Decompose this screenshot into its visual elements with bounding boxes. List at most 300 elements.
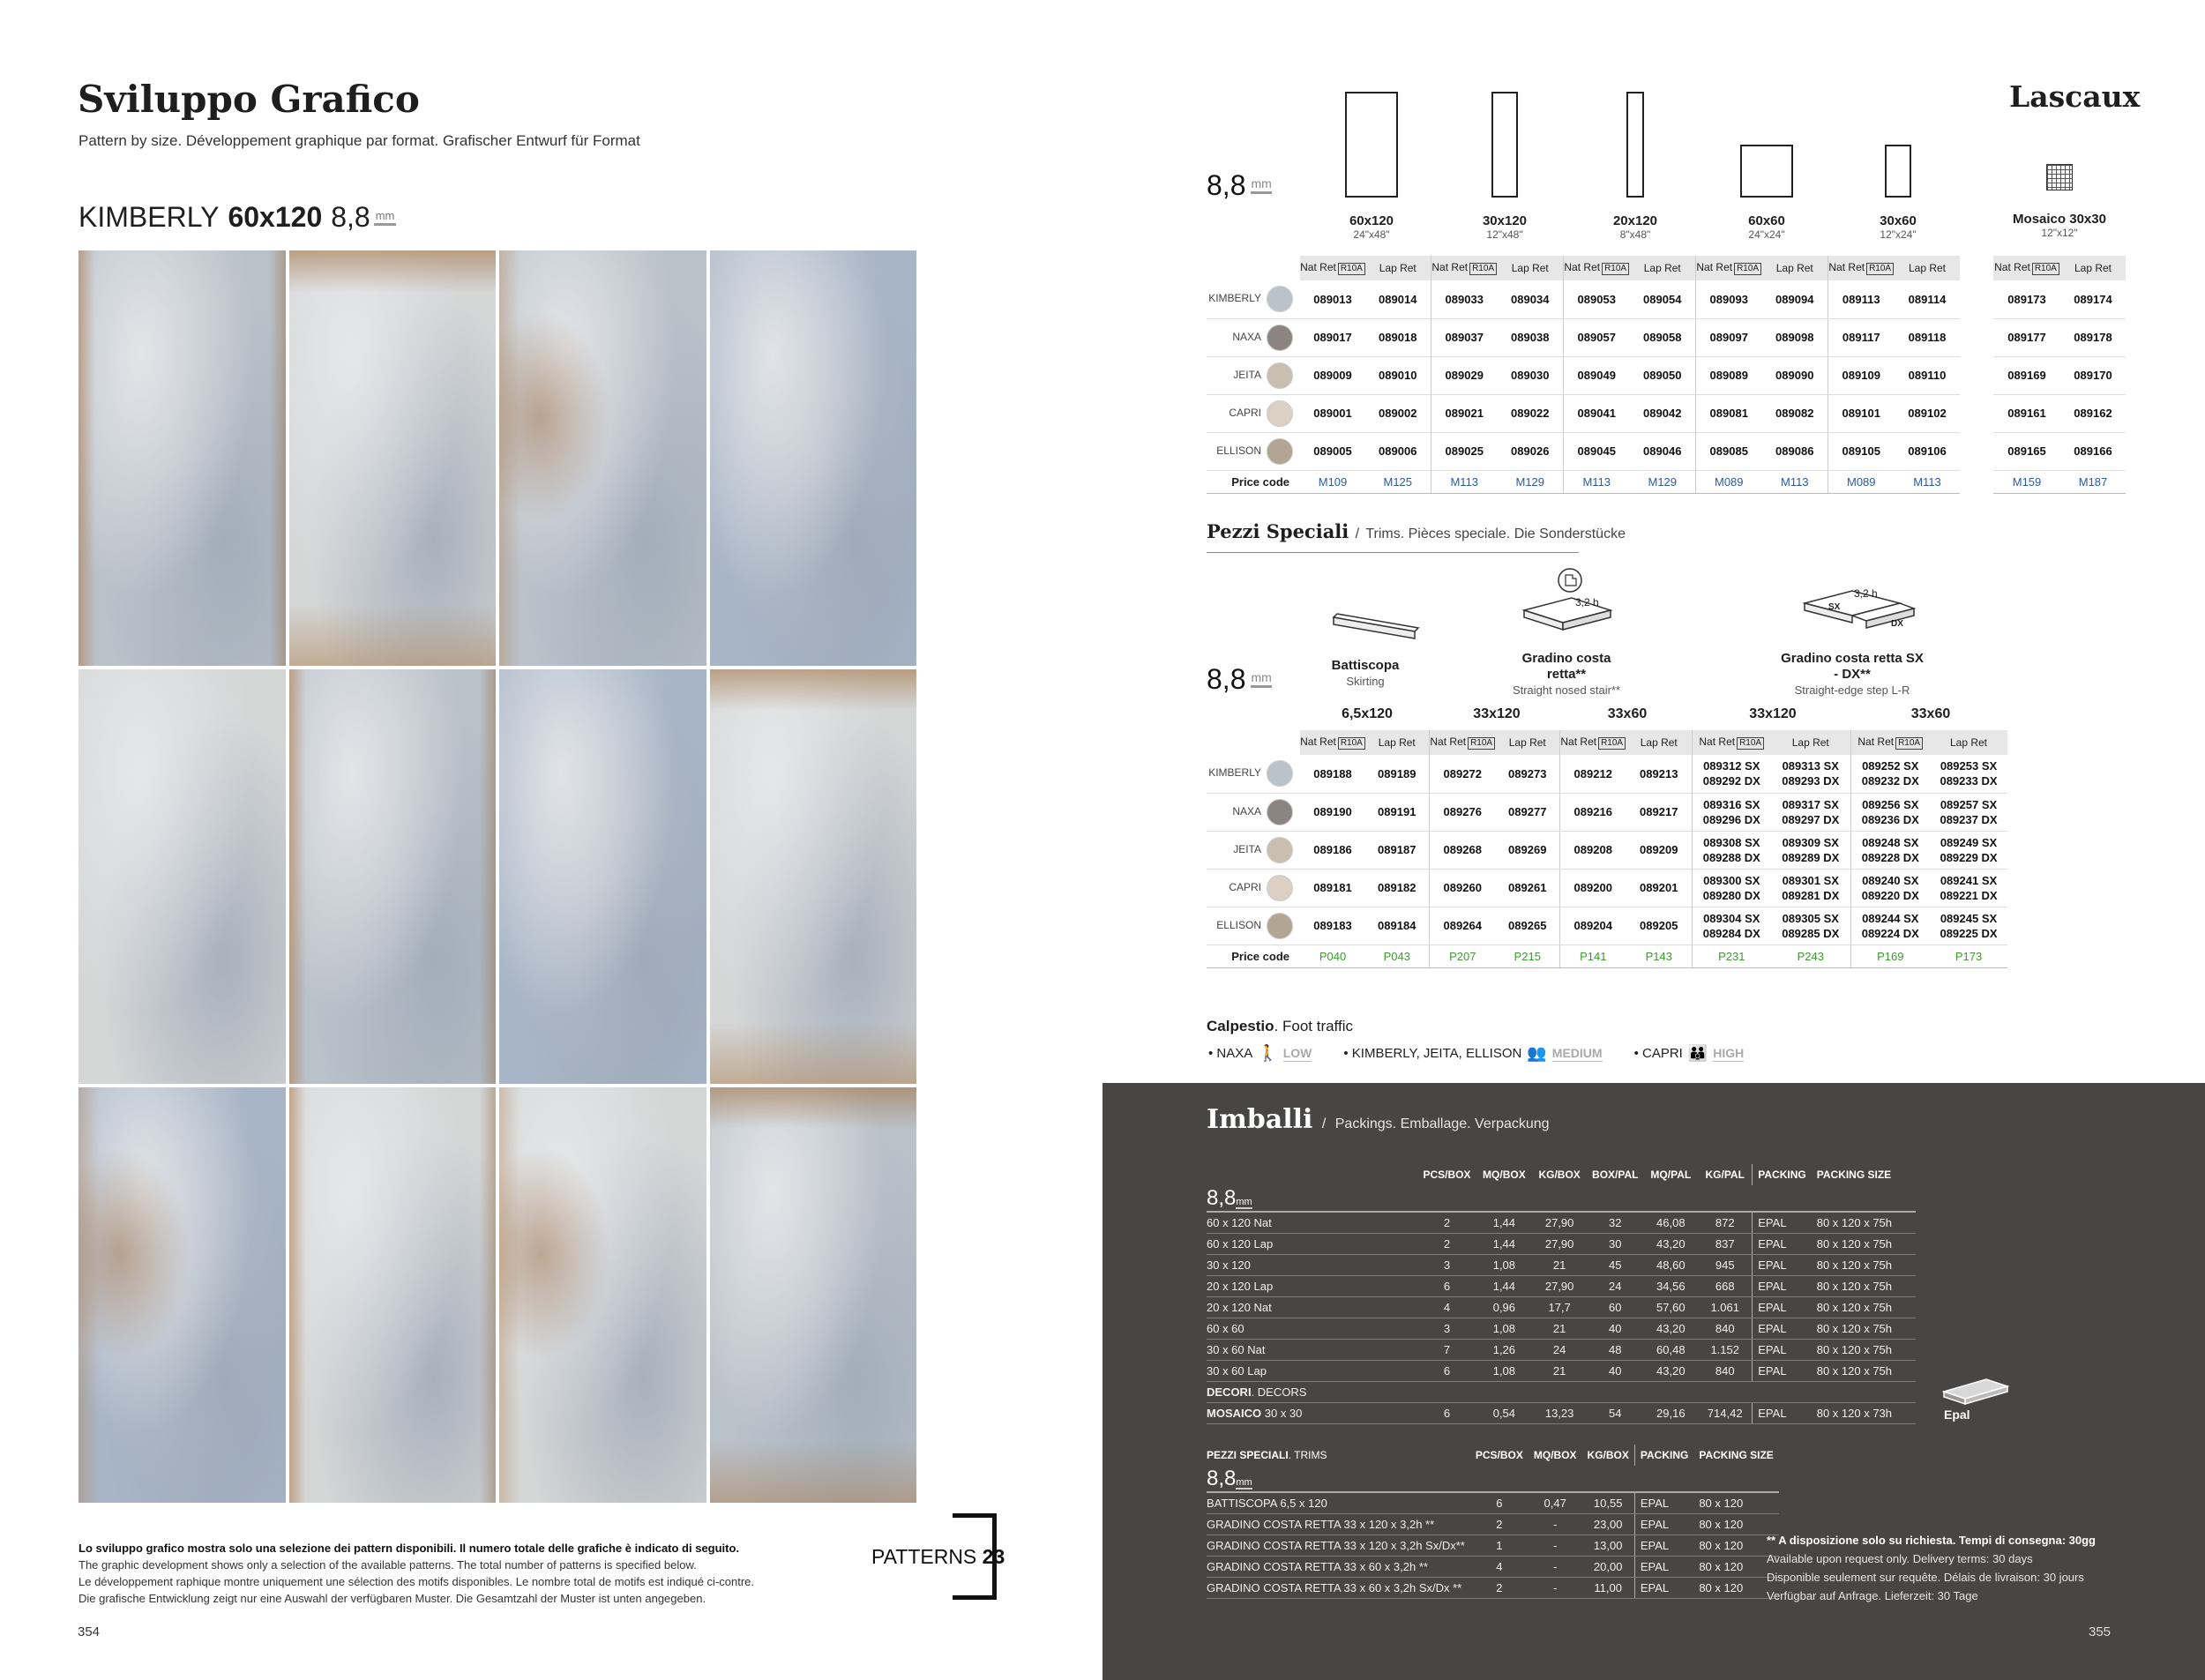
table-row bbox=[1207, 869, 2007, 907]
product-code: 089037 bbox=[1431, 318, 1498, 356]
pattern-tile bbox=[710, 250, 917, 666]
table-row bbox=[1993, 318, 2126, 356]
product-code: 089213 bbox=[1626, 755, 1692, 793]
availability-note: ** A disposizione solo su richiesta. Tempi di consegna: 30gg Available upon request only. Delivery terms: 30 days Disponible seulement sur requête. Délais de livraison: 30 jours Verfügbar auf Anfrage. Lieferzeit: 30 Tage bbox=[1767, 1534, 2096, 1602]
price-code: P173 bbox=[1930, 945, 2007, 967]
table-cell: 1.152 bbox=[1698, 1339, 1753, 1360]
product-code: 089117 bbox=[1828, 318, 1895, 356]
nat-ret-header: Nat Ret R10A bbox=[1429, 730, 1496, 755]
trims-header-title: PEZZI SPECIALI. TRIMS bbox=[1207, 1449, 1327, 1461]
table-cell: 80 x 120 x 75h bbox=[1812, 1254, 1916, 1275]
product-code: 089042 bbox=[1630, 394, 1695, 432]
table-cell: 3 bbox=[1418, 1254, 1476, 1275]
code-sx: 089256 SX bbox=[1862, 797, 1919, 811]
product-code: 089105 bbox=[1828, 432, 1895, 470]
table-cell: 20 x 120 Lap bbox=[1207, 1275, 1418, 1296]
code-sx: 089249 SX bbox=[1940, 835, 1998, 849]
code-dx: 089293 DX bbox=[1782, 774, 1840, 788]
table-row bbox=[1207, 1233, 1916, 1254]
table-row bbox=[1207, 1360, 1916, 1381]
product-code: 089053 bbox=[1563, 280, 1630, 318]
table-cell: 24 bbox=[1587, 1275, 1643, 1296]
product-code: 089081 bbox=[1695, 394, 1762, 432]
product-code: 089022 bbox=[1498, 394, 1563, 432]
trims-packing-table bbox=[1207, 1445, 1779, 1599]
product-code-sx-dx bbox=[1771, 869, 1850, 907]
table-cell: 80 x 120 x 75h bbox=[1812, 1318, 1916, 1339]
page-number-right: 355 bbox=[2089, 1624, 2112, 1639]
table-cell: 80 x 120 bbox=[1693, 1556, 1778, 1577]
color-name-cell bbox=[1207, 356, 1300, 394]
color-swatch bbox=[1267, 438, 1293, 465]
table-row bbox=[1207, 1212, 1916, 1233]
price-code: P207 bbox=[1429, 945, 1496, 967]
price-code: M129 bbox=[1630, 470, 1695, 493]
series-thickness: 8,8 mm bbox=[331, 201, 395, 233]
code-dx: 089297 DX bbox=[1782, 812, 1840, 826]
table-row bbox=[1207, 755, 2007, 793]
product-code: 089208 bbox=[1559, 831, 1626, 869]
product-code: 089001 bbox=[1300, 394, 1365, 432]
code-sx: 089317 SX bbox=[1782, 797, 1839, 811]
col-header: BOX/PAL bbox=[1592, 1169, 1639, 1181]
product-code: 089005 bbox=[1300, 432, 1365, 470]
code-sx: 089257 SX bbox=[1940, 797, 1998, 811]
table-cell: 2 bbox=[1418, 1212, 1476, 1233]
price-row bbox=[1207, 945, 2007, 967]
patterns-count: 23 bbox=[982, 1545, 1005, 1568]
color-name-cell bbox=[1207, 318, 1300, 356]
pattern-tile bbox=[289, 1087, 497, 1503]
traffic-low: • NAXA 🚶 LOW bbox=[1208, 1044, 1312, 1062]
table-cell: - bbox=[1529, 1556, 1582, 1577]
table-cell: 80 x 120 x 75h bbox=[1812, 1275, 1916, 1296]
table-cell: 30 x 60 Nat bbox=[1207, 1339, 1418, 1360]
table-row bbox=[1207, 1318, 1916, 1339]
product-code: 089276 bbox=[1429, 793, 1496, 831]
product-code: 089010 bbox=[1365, 356, 1431, 394]
product-code: 089200 bbox=[1559, 869, 1626, 907]
pattern-tile bbox=[78, 669, 286, 1085]
table-cell: 840 bbox=[1698, 1318, 1753, 1339]
product-code: 089268 bbox=[1429, 831, 1496, 869]
color-name: CAPRI bbox=[1229, 880, 1261, 893]
format-label: 60x120 24"x48" bbox=[1349, 213, 1394, 241]
product-code-sx-dx bbox=[1771, 755, 1850, 793]
product-code: 089050 bbox=[1630, 356, 1695, 394]
product-code: 089189 bbox=[1365, 755, 1429, 793]
thickness-row: 8,8mm bbox=[1207, 1185, 1916, 1212]
code-dx: 089292 DX bbox=[1702, 774, 1760, 788]
trim-skirting-label: Battiscopa Skirting bbox=[1331, 658, 1400, 688]
size-codes-table bbox=[1207, 256, 1960, 494]
traffic-medium: • KIMBERLY, JEITA, ELLISON 👥 MEDIUM bbox=[1343, 1044, 1603, 1062]
table-cell: 27,90 bbox=[1532, 1233, 1587, 1254]
footnote-line: Lo sviluppo grafico mostra solo una selezione dei pattern disponibili. Il numero totale delle grafiche è indicato di seguito. bbox=[78, 1542, 740, 1555]
color-swatch bbox=[1267, 400, 1293, 427]
code-dx: 089233 DX bbox=[1940, 774, 1998, 788]
product-code: 089101 bbox=[1828, 394, 1895, 432]
table-cell: BATTISCOPA 6,5 x 120 bbox=[1207, 1492, 1470, 1513]
table-cell: 1,44 bbox=[1476, 1212, 1533, 1233]
product-code: 089212 bbox=[1559, 755, 1626, 793]
skirting-drawing bbox=[1330, 609, 1422, 644]
table-cell: 13,23 bbox=[1532, 1402, 1587, 1423]
price-code: M113 bbox=[1431, 470, 1498, 493]
col-header: KG/BOX bbox=[1538, 1169, 1581, 1181]
page-title: Sviluppo Grafico bbox=[78, 78, 420, 121]
product-code: 089205 bbox=[1626, 907, 1692, 945]
code-sx: 089248 SX bbox=[1862, 835, 1919, 849]
lap-ret-header: Lap Ret bbox=[1630, 256, 1695, 280]
table-cell: 48 bbox=[1587, 1339, 1643, 1360]
price-code: P043 bbox=[1365, 945, 1429, 967]
table-cell: 80 x 120 bbox=[1693, 1513, 1778, 1534]
mm-unit: mm bbox=[374, 210, 397, 226]
color-name-cell bbox=[1207, 793, 1300, 831]
price-row bbox=[1207, 470, 1960, 493]
table-row bbox=[1207, 1577, 1779, 1598]
format-30x120-shape bbox=[1491, 92, 1518, 198]
table-row bbox=[1993, 432, 2126, 470]
table-cell: EPAL bbox=[1634, 1577, 1693, 1598]
product-code-sx-dx bbox=[1692, 831, 1771, 869]
product-code: 089186 bbox=[1300, 831, 1365, 869]
table-cell: 40 bbox=[1587, 1318, 1643, 1339]
price-code: M129 bbox=[1498, 470, 1563, 493]
product-code: 089184 bbox=[1365, 907, 1429, 945]
foot-traffic-title: Calpestio. Foot traffic bbox=[1207, 1018, 1353, 1034]
table-cell: 945 bbox=[1698, 1254, 1753, 1275]
code-sx: 089305 SX bbox=[1782, 911, 1839, 925]
color-name: KIMBERLY bbox=[1208, 292, 1261, 305]
color-swatch bbox=[1267, 286, 1293, 312]
table-cell: 1,08 bbox=[1476, 1360, 1533, 1381]
product-code: 089204 bbox=[1559, 907, 1626, 945]
product-code: 089018 bbox=[1365, 318, 1431, 356]
code-dx: 089284 DX bbox=[1702, 926, 1760, 940]
code-dx: 089224 DX bbox=[1861, 926, 1919, 940]
price-code-label: Price code bbox=[1207, 945, 1300, 967]
series-name: KIMBERLY bbox=[78, 201, 220, 233]
product-code: 089169 bbox=[1993, 356, 2060, 394]
lap-ret-header: Lap Ret bbox=[1762, 256, 1828, 280]
table-cell: 43,20 bbox=[1643, 1318, 1698, 1339]
code-dx: 089296 DX bbox=[1702, 812, 1760, 826]
trim-stair-label: Gradino costa retta** Straight nosed stair** bbox=[1512, 651, 1621, 697]
product-code: 089190 bbox=[1300, 793, 1365, 831]
product-code: 089264 bbox=[1429, 907, 1496, 945]
product-code: 089272 bbox=[1429, 755, 1496, 793]
product-code-sx-dx bbox=[1850, 907, 1930, 945]
format-label: 20x120 8"x48" bbox=[1612, 213, 1658, 241]
product-code-sx-dx bbox=[1850, 755, 1930, 793]
table-row bbox=[1207, 1339, 1916, 1360]
table-cell: EPAL bbox=[1634, 1534, 1693, 1556]
product-code-sx-dx bbox=[1850, 869, 1930, 907]
table-row bbox=[1207, 1534, 1779, 1556]
color-swatch bbox=[1267, 799, 1293, 825]
table-cell: - bbox=[1529, 1577, 1582, 1598]
patterns-label: PATTERNS bbox=[871, 1545, 977, 1568]
height-label: 3,2 h bbox=[1575, 596, 1599, 609]
format-20x120-shape bbox=[1626, 92, 1644, 198]
price-code: M089 bbox=[1695, 470, 1762, 493]
table-row bbox=[1207, 1296, 1916, 1318]
color-name-cell bbox=[1207, 831, 1300, 869]
table-cell: GRADINO COSTA RETTA 33 x 60 x 3,2h ** bbox=[1207, 1556, 1470, 1577]
price-code: P231 bbox=[1692, 945, 1771, 967]
table-row bbox=[1993, 394, 2126, 432]
nat-ret-header: Nat Ret R10A bbox=[1695, 256, 1762, 280]
code-sx: 089309 SX bbox=[1782, 835, 1839, 849]
product-code-sx-dx bbox=[1930, 831, 2007, 869]
col-header: MQ/BOX bbox=[1483, 1169, 1526, 1181]
table-cell: 6 bbox=[1470, 1492, 1529, 1513]
trim-size: 33x120 bbox=[1473, 706, 1521, 721]
table-cell: 1,44 bbox=[1476, 1275, 1533, 1296]
packing-table bbox=[1207, 1164, 1916, 1424]
table-cell: 6 bbox=[1418, 1402, 1476, 1423]
product-code: 089014 bbox=[1365, 280, 1431, 318]
table-row bbox=[1207, 1513, 1779, 1534]
color-name-cell bbox=[1207, 280, 1300, 318]
table-cell: 20 x 120 Nat bbox=[1207, 1296, 1418, 1318]
product-code: 089191 bbox=[1365, 793, 1429, 831]
table-cell: EPAL bbox=[1753, 1402, 1812, 1423]
product-code-sx-dx bbox=[1930, 907, 2007, 945]
product-code: 089166 bbox=[2060, 432, 2126, 470]
table-row bbox=[1207, 831, 2007, 869]
price-code: M113 bbox=[1762, 470, 1828, 493]
table-cell: 7 bbox=[1418, 1339, 1476, 1360]
thickness-row: 8,8mm bbox=[1207, 1466, 1779, 1492]
footnote-line: The graphic development shows only a selection of the available patterns. The total number of patterns is specified below. bbox=[78, 1558, 697, 1572]
product-code: 089041 bbox=[1563, 394, 1630, 432]
col-header: PACKING SIZE bbox=[1816, 1169, 1892, 1181]
decori-sub: . DECORS bbox=[1251, 1385, 1307, 1399]
color-name: KIMBERLY bbox=[1208, 766, 1261, 780]
col-header: PCS/BOX bbox=[1475, 1449, 1523, 1461]
straight-stair-drawing bbox=[1519, 564, 1616, 637]
code-dx: 089229 DX bbox=[1940, 850, 1998, 864]
table-cell: 872 bbox=[1698, 1212, 1753, 1233]
table-cell: 60 bbox=[1587, 1296, 1643, 1318]
walker-icon: 🚶 bbox=[1258, 1044, 1278, 1062]
nat-ret-header: Nat Ret R10A bbox=[1559, 730, 1626, 755]
table-cell: 3 bbox=[1418, 1318, 1476, 1339]
color-swatch bbox=[1267, 325, 1293, 351]
table-cell: 80 x 120 x 75h bbox=[1812, 1360, 1916, 1381]
code-dx: 089225 DX bbox=[1940, 926, 1998, 940]
table-cell: 2 bbox=[1470, 1513, 1529, 1534]
color-swatch bbox=[1267, 875, 1293, 901]
product-code: 089086 bbox=[1762, 432, 1828, 470]
nat-ret-header: Nat Ret R10A bbox=[1431, 256, 1498, 280]
table-row bbox=[1207, 793, 2007, 831]
table-row bbox=[1207, 318, 1960, 356]
color-name: JEITA bbox=[1233, 842, 1261, 855]
table-cell: GRADINO COSTA RETTA 33 x 60 x 3,2h Sx/Dx ** bbox=[1207, 1577, 1470, 1598]
product-code: 089170 bbox=[2060, 356, 2126, 394]
epal-label: Epal bbox=[1944, 1407, 1970, 1422]
code-dx: 089221 DX bbox=[1940, 888, 1998, 902]
pattern-tile-grid bbox=[78, 250, 916, 1503]
nat-ret-header: Nat Ret R10A bbox=[1828, 256, 1895, 280]
table-cell: 837 bbox=[1698, 1233, 1753, 1254]
table-row bbox=[1207, 1254, 1916, 1275]
table-row bbox=[1993, 280, 2126, 318]
product-code: 089277 bbox=[1496, 793, 1559, 831]
table-cell: 1,08 bbox=[1476, 1254, 1533, 1275]
code-dx: 089232 DX bbox=[1861, 774, 1919, 788]
table-cell: 40 bbox=[1587, 1360, 1643, 1381]
color-name: JEITA bbox=[1233, 368, 1261, 381]
table-cell: EPAL bbox=[1753, 1339, 1812, 1360]
table-row bbox=[1207, 1492, 1779, 1513]
col-header: MQ/PAL bbox=[1650, 1169, 1692, 1181]
table-cell: 4 bbox=[1418, 1296, 1476, 1318]
table-row bbox=[1207, 1275, 1916, 1296]
trim-step-lr-label: Gradino costa retta SX - DX** Straight-edge step L-R bbox=[1781, 651, 1924, 697]
product-code: 089025 bbox=[1431, 432, 1498, 470]
series-size: 60x120 bbox=[228, 201, 323, 233]
table-cell: 0,54 bbox=[1476, 1402, 1533, 1423]
table-cell: 60 x 120 Lap bbox=[1207, 1233, 1418, 1254]
pattern-tile bbox=[710, 1087, 917, 1503]
table-cell: 1.061 bbox=[1698, 1296, 1753, 1318]
color-name: CAPRI bbox=[1229, 406, 1261, 419]
lap-ret-header: Lap Ret bbox=[1365, 730, 1429, 755]
table-cell: 21 bbox=[1532, 1360, 1587, 1381]
product-code: 089030 bbox=[1498, 356, 1563, 394]
code-sx: 089301 SX bbox=[1782, 873, 1839, 887]
product-code: 089002 bbox=[1365, 394, 1431, 432]
product-code: 089094 bbox=[1762, 280, 1828, 318]
color-name: NAXA bbox=[1232, 330, 1261, 343]
product-code: 089265 bbox=[1496, 907, 1559, 945]
nat-ret-header: Nat Ret R10A bbox=[1300, 730, 1365, 755]
nat-ret-header: Nat Ret R10A bbox=[1692, 730, 1771, 755]
price-code: P169 bbox=[1850, 945, 1930, 967]
table-row bbox=[1207, 432, 1960, 470]
format-60x120-shape bbox=[1345, 92, 1398, 198]
table-cell: 2 bbox=[1470, 1577, 1529, 1598]
price-code: M109 bbox=[1300, 470, 1365, 493]
lap-ret-header: Lap Ret bbox=[1771, 730, 1850, 755]
product-code: 089057 bbox=[1563, 318, 1630, 356]
table-cell: EPAL bbox=[1753, 1296, 1812, 1318]
color-swatch bbox=[1267, 837, 1293, 863]
table-cell: 80 x 120 x 75h bbox=[1812, 1233, 1916, 1254]
price-code: P143 bbox=[1626, 945, 1692, 967]
table-cell: 1 bbox=[1470, 1534, 1529, 1556]
col-header: KG/PAL bbox=[1705, 1169, 1745, 1181]
table-cell: 43,20 bbox=[1643, 1233, 1698, 1254]
table-cell: 6 bbox=[1418, 1360, 1476, 1381]
product-code: 089269 bbox=[1496, 831, 1559, 869]
price-code: P243 bbox=[1771, 945, 1850, 967]
product-code-sx-dx bbox=[1692, 755, 1771, 793]
code-sx: 089300 SX bbox=[1703, 873, 1760, 887]
color-name-cell bbox=[1207, 394, 1300, 432]
code-dx: 089236 DX bbox=[1861, 812, 1919, 826]
mosaic-label: Mosaico 30x30 12"x12" bbox=[2013, 212, 2106, 239]
code-dx: 089280 DX bbox=[1702, 888, 1760, 902]
product-code: 089261 bbox=[1496, 869, 1559, 907]
product-code: 089216 bbox=[1559, 793, 1626, 831]
code-dx: 089220 DX bbox=[1861, 888, 1919, 902]
table-cell: EPAL bbox=[1753, 1360, 1812, 1381]
product-code: 089029 bbox=[1431, 356, 1498, 394]
table-row bbox=[1207, 394, 1960, 432]
product-code: 089098 bbox=[1762, 318, 1828, 356]
price-row bbox=[1993, 470, 2126, 493]
table-cell: 80 x 120 x 73h bbox=[1812, 1402, 1916, 1423]
table-cell: 60 x 120 Nat bbox=[1207, 1212, 1418, 1233]
trim-size: 33x60 bbox=[1910, 706, 1951, 721]
product-code: 089045 bbox=[1563, 432, 1630, 470]
color-swatch bbox=[1267, 913, 1293, 939]
col-header: PACKING SIZE bbox=[1699, 1449, 1774, 1461]
table-cell: 29,16 bbox=[1643, 1402, 1698, 1423]
table-row bbox=[1993, 356, 2126, 394]
product-code-sx-dx bbox=[1692, 869, 1771, 907]
product-code: 089046 bbox=[1630, 432, 1695, 470]
table-cell: EPAL bbox=[1753, 1275, 1812, 1296]
table-cell: - bbox=[1529, 1534, 1582, 1556]
trims-codes-table bbox=[1207, 730, 2007, 968]
table-cell: 1,08 bbox=[1476, 1318, 1533, 1339]
product-code: 089273 bbox=[1496, 755, 1559, 793]
mosaico-size: 30 x 30 bbox=[1264, 1406, 1303, 1420]
table-cell: 34,56 bbox=[1643, 1275, 1698, 1296]
table-cell: 2 bbox=[1418, 1233, 1476, 1254]
code-dx: 089289 DX bbox=[1782, 850, 1840, 864]
table-cell: 46,08 bbox=[1643, 1212, 1698, 1233]
table-cell: EPAL bbox=[1634, 1556, 1693, 1577]
table-cell: 11,00 bbox=[1582, 1577, 1635, 1598]
table-cell: 80 x 120 bbox=[1693, 1577, 1778, 1598]
thickness-indicator: 8,8 mm bbox=[1207, 169, 1272, 201]
code-dx: 089281 DX bbox=[1782, 888, 1840, 902]
traffic-high: • CAPRI 👪 HIGH bbox=[1633, 1044, 1745, 1062]
code-dx: 089237 DX bbox=[1940, 812, 1998, 826]
thickness-indicator: 8,8 mm bbox=[1207, 663, 1272, 695]
lap-ret-header: Lap Ret bbox=[1895, 256, 1960, 280]
product-code: 089177 bbox=[1993, 318, 2060, 356]
decori-label bbox=[1207, 1381, 1916, 1402]
code-sx: 089244 SX bbox=[1862, 911, 1919, 925]
product-code: 089093 bbox=[1695, 280, 1762, 318]
product-code-sx-dx bbox=[1771, 793, 1850, 831]
format-label: 30x120 12"x48" bbox=[1482, 213, 1528, 241]
product-code: 089165 bbox=[1993, 432, 2060, 470]
table-cell: 57,60 bbox=[1643, 1296, 1698, 1318]
price-code: P040 bbox=[1300, 945, 1365, 967]
footnote bbox=[78, 1540, 872, 1607]
code-sx: 089304 SX bbox=[1703, 911, 1760, 925]
code-sx: 089240 SX bbox=[1862, 873, 1919, 887]
product-code: 089038 bbox=[1498, 318, 1563, 356]
pattern-tile bbox=[289, 669, 497, 1085]
table-cell: 1,44 bbox=[1476, 1233, 1533, 1254]
lap-ret-header: Lap Ret bbox=[1365, 256, 1431, 280]
product-code: 089201 bbox=[1626, 869, 1692, 907]
table-cell: 21 bbox=[1532, 1254, 1587, 1275]
product-code: 089089 bbox=[1695, 356, 1762, 394]
product-code: 089017 bbox=[1300, 318, 1365, 356]
